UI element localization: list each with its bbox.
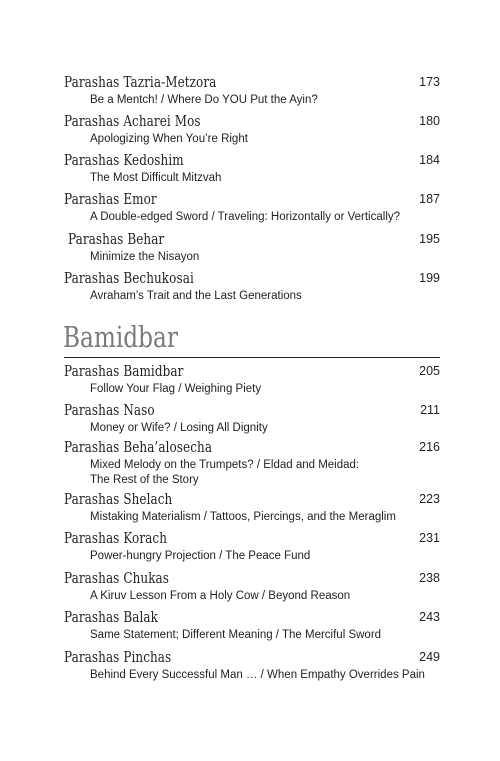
entry-subtitle-line: The Most Difficult Mitzvah (90, 172, 222, 184)
entry-page-number: 211 (420, 403, 440, 417)
entry-subtitle (64, 210, 440, 225)
toc-entry-chukas[interactable] (64, 567, 440, 604)
entry-subtitle (64, 549, 440, 564)
entry-title: Parashas Chukas (64, 569, 170, 587)
entry-title: Parashas Balak (64, 608, 158, 626)
entry-page-number: 243 (419, 610, 440, 624)
entry-subtitle-line: Avraham’s Trait and the Last Generations (90, 290, 302, 302)
entry-subtitle-line: Same Statement; Different Meaning / The Merciful Sword (90, 629, 382, 641)
entry-page-number: 205 (419, 364, 440, 378)
entry-subtitle (64, 668, 440, 683)
toc-entry-pinchas[interactable] (64, 646, 440, 683)
entry-page-number: 187 (419, 192, 440, 206)
entry-title: Parashas Naso (64, 401, 155, 419)
entry-title: Parashas Beha’alosecha (64, 438, 213, 456)
entry-page-number: 184 (419, 153, 440, 167)
entry-title: Parashas Pinchas (64, 648, 172, 666)
entry-page-number: 195 (419, 232, 440, 246)
entry-page-number: 238 (419, 571, 440, 585)
section-divider (64, 357, 440, 358)
toc-entry-emor[interactable] (64, 188, 440, 225)
toc-entry-bechukosai[interactable] (64, 267, 440, 304)
entry-title: Parashas Emor (64, 190, 157, 208)
entry-page-number: 173 (419, 75, 440, 89)
entry-title: Parashas Tazria-Metzora (64, 73, 217, 91)
toc-entry-behaalosecha[interactable] (64, 436, 440, 488)
toc-entry-tazria-metzora[interactable] (64, 71, 440, 108)
entry-subtitle (64, 589, 440, 604)
entry-subtitle (64, 250, 440, 265)
entry-subtitle (64, 382, 440, 397)
entry-subtitle-line: Follow Your Flag / Weighing Piety (90, 383, 262, 395)
section-heading: Bamidbar (63, 320, 178, 354)
entry-subtitle-line: Behind Every Successful Man … / When Empathy Overrides Pain (90, 669, 425, 681)
entry-subtitle-line: Apologizing When You’re Right (90, 133, 248, 145)
entry-subtitle-line: Mistaking Materialism / Tattoos, Piercings, and the Meraglim (90, 511, 396, 523)
entry-subtitle-line: Power-hungry Projection / The Peace Fund (90, 550, 311, 562)
entry-subtitle (64, 510, 440, 525)
entry-title: Parashas Acharei Mos (64, 112, 201, 130)
entry-page-number: 180 (419, 114, 440, 128)
entry-subtitle (64, 458, 440, 488)
entry-subtitle-line: A Kiruv Lesson From a Holy Cow / Beyond Reason (90, 590, 351, 602)
entry-title: Parashas Bechukosai (64, 269, 194, 287)
toc-entry-bamidbar[interactable] (64, 360, 440, 397)
entry-page-number: 231 (419, 531, 440, 545)
entry-subtitle (64, 132, 440, 147)
toc-entry-behar[interactable] (64, 228, 440, 265)
entry-subtitle (64, 93, 440, 108)
entry-title: Parashas Kedoshim (64, 151, 184, 169)
entry-subtitle-line: Be a Mentch! / Where Do YOU Put the Ayin? (90, 94, 318, 106)
entry-page-number: 216 (419, 440, 440, 454)
entry-subtitle-line: Money or Wife? / Losing All Dignity (90, 422, 268, 434)
entry-subtitle (64, 421, 440, 436)
entry-page-number: 223 (419, 492, 440, 506)
entry-title: Parashas Behar (68, 230, 165, 248)
toc-entry-naso[interactable] (64, 399, 440, 436)
entry-subtitle (64, 289, 440, 304)
entry-subtitle (64, 628, 440, 643)
entry-subtitle (64, 171, 440, 186)
entry-title: Parashas Shelach (64, 490, 173, 508)
entry-subtitle-line: Mixed Melody on the Trumpets? / Eldad and Meidad: (90, 459, 360, 471)
entry-subtitle-line: Minimize the Nisayon (90, 251, 200, 263)
entry-page-number: 199 (419, 271, 440, 285)
entry-subtitle-line: The Rest of the Story (90, 474, 199, 486)
toc-entry-korach[interactable] (64, 527, 440, 564)
toc-entry-acharei-mos[interactable] (64, 110, 440, 147)
entry-subtitle-line: A Double-edged Sword / Traveling: Horizontally or Vertically? (90, 211, 401, 223)
entry-page-number: 249 (419, 650, 440, 664)
toc-entry-kedoshim[interactable] (64, 149, 440, 186)
toc-entry-shelach[interactable] (64, 488, 440, 525)
entry-title: Parashas Bamidbar (64, 362, 184, 380)
toc-entry-balak[interactable] (64, 606, 440, 643)
entry-title: Parashas Korach (64, 529, 168, 547)
